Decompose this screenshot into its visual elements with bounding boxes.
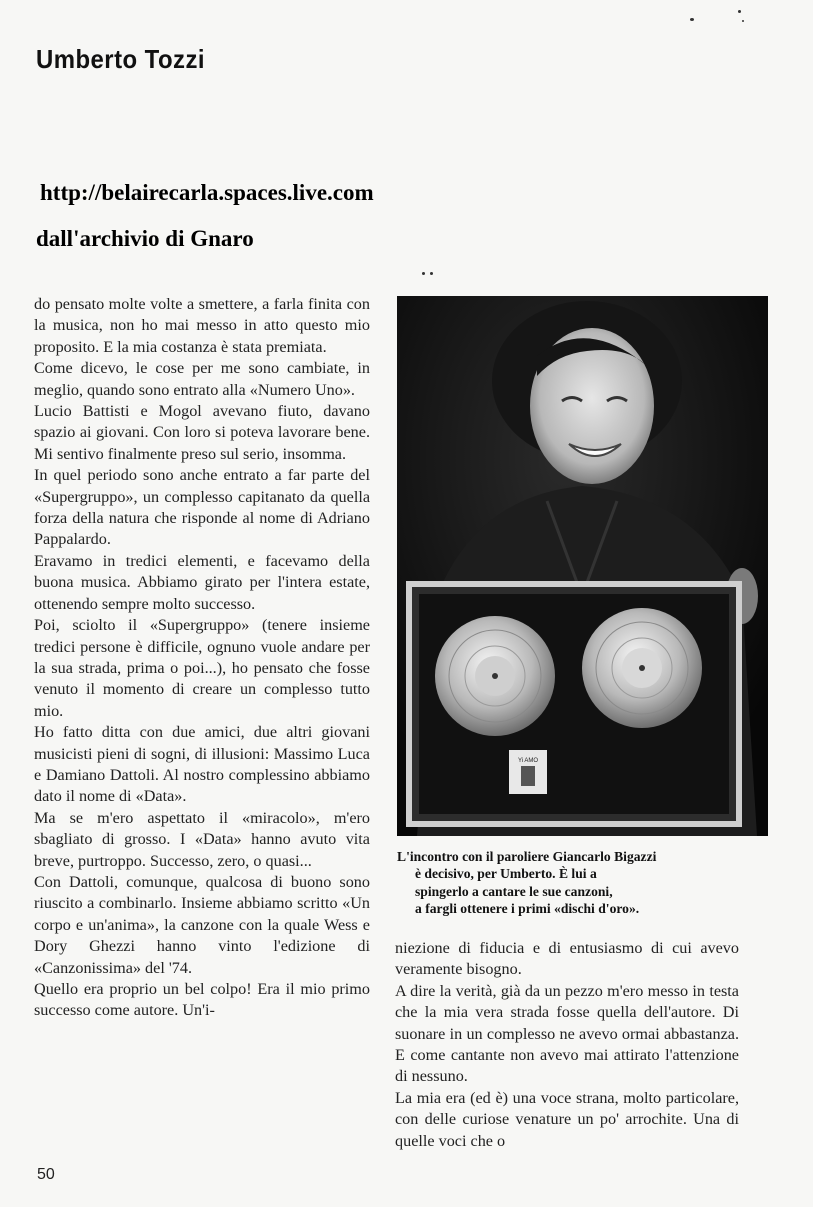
left-article-column bbox=[34, 294, 370, 1022]
paragraph: Eravamo in tredici elementi, e facevamo della buona musica. Abbiamo girato per l'intera estate, ottenendo sempre molto successo. bbox=[34, 551, 370, 613]
scan-speck bbox=[422, 272, 425, 275]
paragraph: La mia era (ed è) una voce strana, molto particolare, con delle curiose venature un po' arrochite. Una di quelle voci che o bbox=[395, 1088, 739, 1150]
page-number: 50 bbox=[37, 1166, 55, 1183]
caption-line: L'incontro con il paroliere Giancarlo Bigazzi bbox=[397, 849, 657, 864]
caption-line: spingerlo a cantare le sue canzoni, bbox=[415, 883, 613, 899]
paragraph: niezione di fiducia e di entusiasmo di cui avevo veramente bisogno. bbox=[395, 939, 739, 979]
caption-line: a fargli ottenere i primi «dischi d'oro». bbox=[415, 901, 640, 917]
photo-umberto-gold-records bbox=[397, 296, 768, 836]
caption-line: è decisivo, per Umberto. È lui a bbox=[415, 866, 597, 882]
right-article-column bbox=[395, 938, 739, 1152]
paragraph: A dire la verità, già da un pezzo m'ero messo in testa che la mia vera strada fosse quella dell'autore. Di suonare in un complesso ne avevo ormai abbastanza. E come cantante non avevo mai attirato l'attenzione di nessuno. bbox=[395, 981, 739, 1086]
scan-speck bbox=[430, 272, 433, 275]
paragraph: Ho fatto ditta con due amici, due altri giovani musicisti pieni di sogni, di illusioni: Massimo Luca e Damiano Dattoli. Al nostro complessino abbiamo dato il nome di «Data». bbox=[34, 723, 370, 806]
paragraph: In quel periodo sono anche entrato a far parte del «Supergruppo», un complesso capitanato da quella forza della natura che risponde al nome di Adriano Pappalardo. bbox=[34, 466, 370, 549]
scan-speck bbox=[738, 10, 741, 13]
scan-speck bbox=[690, 18, 694, 21]
paragraph: Ma se m'ero aspettato il «miracolo», m'ero sbagliato di grosso. I «Data» hanno avuto vita breve, purtroppo. Successo, zero, o quasi... bbox=[34, 808, 370, 870]
scan-speck bbox=[742, 20, 744, 22]
paragraph: Con Dattoli, comunque, qualcosa di buono sono riuscito a combinarlo. Insieme abbiamo scritto «Un corpo e un'anima», la canzone con la quale Wess e Dory Ghezzi hanno vinto l'edizione di «Canzonissima» del '74. bbox=[34, 872, 370, 977]
paragraph: Poi, sciolto il «Supergruppo» (tenere insieme tredici persone è difficile, ognuno vuole andare per la sua strada, prima o poi...), ho pensato che fosse venuto il momento di creare un complesso tutto mio. bbox=[34, 616, 370, 720]
photo-illustration bbox=[397, 296, 768, 836]
paragraph: Quello era proprio un bel colpo! Era il mio primo successo come autore. Un'i- bbox=[34, 980, 370, 1020]
page-title: Umberto Tozzi bbox=[36, 44, 205, 74]
paragraph: Lucio Battisti e Mogol avevano fiuto, davano spazio ai giovani. Con loro si poteva lavorare bene. Mi sentivo finalmente preso sul serio, insomma. bbox=[34, 402, 370, 463]
paragraph: Come dicevo, le cose per me sono cambiate, in meglio, quando sono entrato alla «Numero Uno». bbox=[34, 359, 370, 399]
paragraph: do pensato molte volte a smettere, a farla finita con la musica, non ho mai messo in atto questo mio proposito. E la mia costanza è stata premiata. bbox=[34, 295, 370, 356]
source-url: http://belairecarla.spaces.live.com bbox=[40, 180, 374, 205]
archive-note: dall'archivio di Gnaro bbox=[36, 226, 254, 251]
plaque-label: Yi AMO bbox=[517, 758, 539, 764]
photo-caption bbox=[397, 848, 757, 918]
